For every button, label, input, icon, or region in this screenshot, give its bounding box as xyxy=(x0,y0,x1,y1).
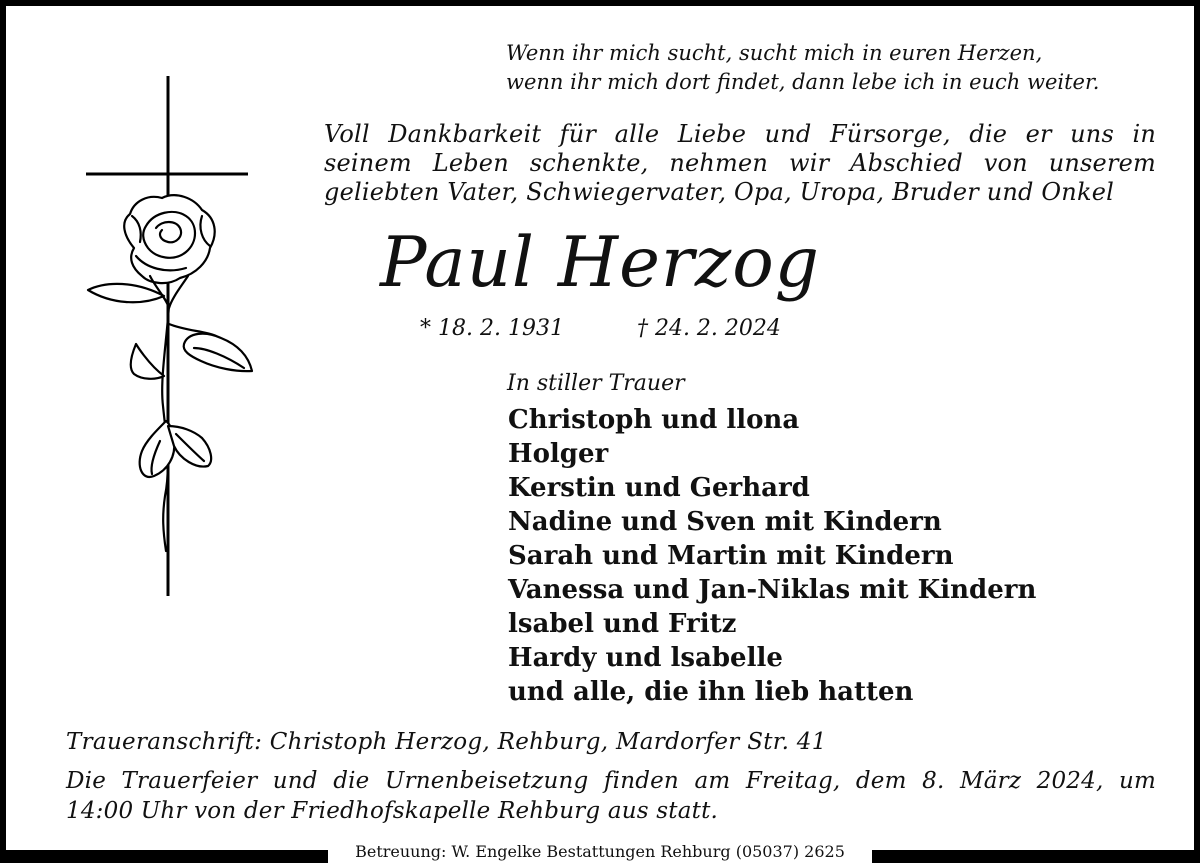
intro-line: seinem Leben schenkte, nehmen wir Abschied von unserem xyxy=(324,149,1156,177)
mourner-name: und alle, die ihn lieb hatten xyxy=(508,677,914,707)
mourner-name: Christoph und llona xyxy=(508,405,800,435)
mourning-heading: In stiller Trauer xyxy=(507,371,685,396)
funeral-home-footer: Betreuung: W. Engelke Bestattungen Rehburg (05037) 2625 xyxy=(328,841,872,863)
cross-with-rose xyxy=(76,76,276,606)
death-date: † 24. 2. 2024 xyxy=(636,316,781,341)
service-line: Die Trauerfeier und die Urnenbeisetzung finden am Freitag, dem 8. März 2024, um xyxy=(66,768,1156,794)
birth-date: * 18. 2. 1931 xyxy=(420,316,564,341)
mourner-name: Nadine und Sven mit Kindern xyxy=(508,507,942,537)
intro-line: Voll Dankbarkeit für alle Liebe und Fürsorge, die er uns in xyxy=(324,120,1156,148)
service-line: 14:00 Uhr von der Friedhofskapelle Rehburg aus statt. xyxy=(66,798,719,824)
mourning-address: Traueranschrift: Christoph Herzog, Rehburg, Mardorfer Str. 41 xyxy=(66,729,827,755)
service-notice xyxy=(66,766,1156,826)
mourner-name: Kerstin und Gerhard xyxy=(508,473,810,503)
intro-line: geliebten Vater, Schwiegervater, Opa, Uropa, Bruder und Onkel xyxy=(324,178,1114,206)
mourner-name: lsabel und Fritz xyxy=(508,609,737,639)
mourner-name: Holger xyxy=(508,439,609,469)
mourners-list xyxy=(508,403,1036,709)
intro-text xyxy=(324,120,1156,207)
rose-icon xyxy=(88,195,252,551)
mourner-name: Hardy und lsabelle xyxy=(508,643,783,673)
quote-line: wenn ihr mich dort findet, dann lebe ich in euch weiter. xyxy=(506,70,1100,94)
obituary-card xyxy=(6,6,1194,850)
mourner-name: Sarah und Martin mit Kindern xyxy=(508,541,954,571)
quote-line: Wenn ihr mich sucht, sucht mich in euren Herzen, xyxy=(506,41,1043,65)
deceased-name: Paul Herzog xyxy=(380,223,820,303)
life-dates xyxy=(420,314,781,344)
mourner-name: Vanessa und Jan-Niklas mit Kindern xyxy=(508,575,1037,605)
quote xyxy=(506,39,1186,97)
